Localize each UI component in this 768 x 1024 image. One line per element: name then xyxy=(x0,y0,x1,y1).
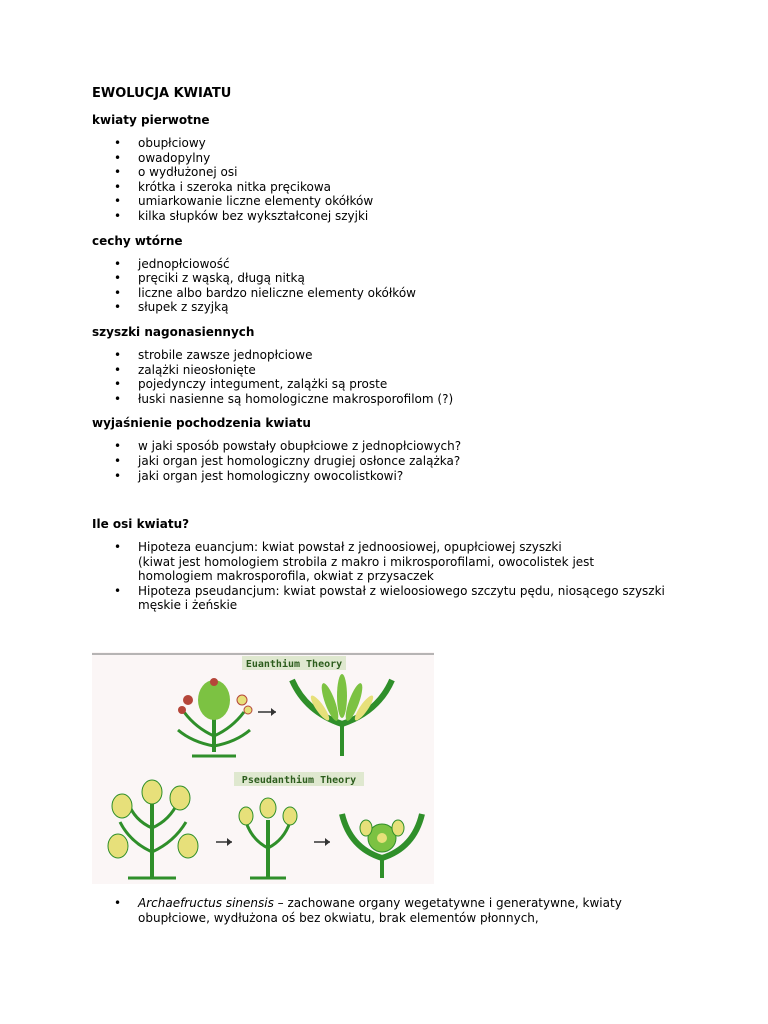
bullet-list xyxy=(92,540,672,613)
section-primitive-flowers xyxy=(92,113,672,224)
list-item: • jednopłciowość xyxy=(92,257,672,272)
section-heading: szyszki nagonasiennych xyxy=(92,324,255,339)
list-item xyxy=(92,584,672,613)
section-secondary-traits xyxy=(92,234,672,315)
hypothesis-euanthium: • Hipoteza euancjum: kwiat powstał z jednoosiowej, opupłciowej szyszki xyxy=(138,540,562,555)
archaefructus-note xyxy=(92,896,672,935)
list-item: • łuski nasienne są homologiczne makrosporofilom (?) xyxy=(92,392,672,407)
page-title: EWOLUCJA KWIATU xyxy=(92,86,232,101)
list-item: • umiarkowanie liczne elementy okółków xyxy=(92,194,672,209)
section-heading: kwiaty pierwotne xyxy=(92,113,210,127)
bullet-list xyxy=(92,136,672,224)
list-item: • w jaki sposób powstały obupłciowe z jednopłciowych? xyxy=(92,439,672,454)
bullet-list xyxy=(92,348,672,406)
label-euanthium: Euanthium Theory xyxy=(245,659,343,670)
list-item: • pojedynczy integument, zalążki są proste xyxy=(92,377,672,392)
label-pseudanthium: Pseudanthium Theory xyxy=(241,775,357,786)
list-item xyxy=(92,540,672,584)
section-flower-origin xyxy=(92,416,672,483)
list-item: • pręciki z wąską, długą nitką xyxy=(92,271,672,286)
list-item: • jaki organ jest homologiczny owocolistkowi? xyxy=(92,469,672,484)
list-item: • owadopylny xyxy=(92,151,672,166)
section-heading: wyjaśnienie pochodzenia kwiatu xyxy=(92,416,311,431)
section-heading: cechy wtórne xyxy=(92,233,183,248)
section-heading: Ile osi kwiatu? xyxy=(92,517,190,532)
list-item xyxy=(92,896,672,925)
section-gymnosperm-cones xyxy=(92,325,672,406)
list-item: • krótka i szeroka nitka pręcikowa xyxy=(92,180,672,195)
hypothesis-pseudanthium: • Hipoteza pseudancjum: kwiat powstał z wieloosiowego szczytu pędu, niosącego szyszki męskie i żeńskie xyxy=(138,583,665,613)
bullet-list xyxy=(92,257,672,315)
bullet-list xyxy=(92,439,672,483)
section-flower-axes xyxy=(92,517,672,613)
list-item: • obupłciowy xyxy=(92,136,672,151)
hypothesis-euanthium-detail: (kiwat jest homologiem strobila z makro i mikrosporofilami, owocolistek jest homologiem makrosporofila, okwiat z przysaczek xyxy=(138,554,595,584)
species-name: Archaefructus sinensis xyxy=(138,896,274,910)
bullet-list xyxy=(92,896,672,925)
list-item: • strobile zawsze jednopłciowe xyxy=(92,348,672,363)
flower-theory-figure xyxy=(92,652,434,884)
list-item: • zalążki nieosłonięte xyxy=(92,363,672,378)
list-item: • kilka słupków bez wykształconej szyjki xyxy=(92,209,672,224)
species-description: – zachowane organy wegetatywne i generatywne, kwiaty obupłciowe, wydłużona oś bez okwiatu, brak elementów płonnych, xyxy=(138,896,622,925)
list-item: • liczne albo bardzo nieliczne elementy okółków xyxy=(92,286,672,301)
list-item: • jaki organ jest homologiczny drugiej osłonce zalążka? xyxy=(92,454,672,469)
list-item: • o wydłużonej osi xyxy=(92,165,672,180)
document-body xyxy=(92,86,672,623)
list-item: • słupek z szyjką xyxy=(92,300,672,315)
